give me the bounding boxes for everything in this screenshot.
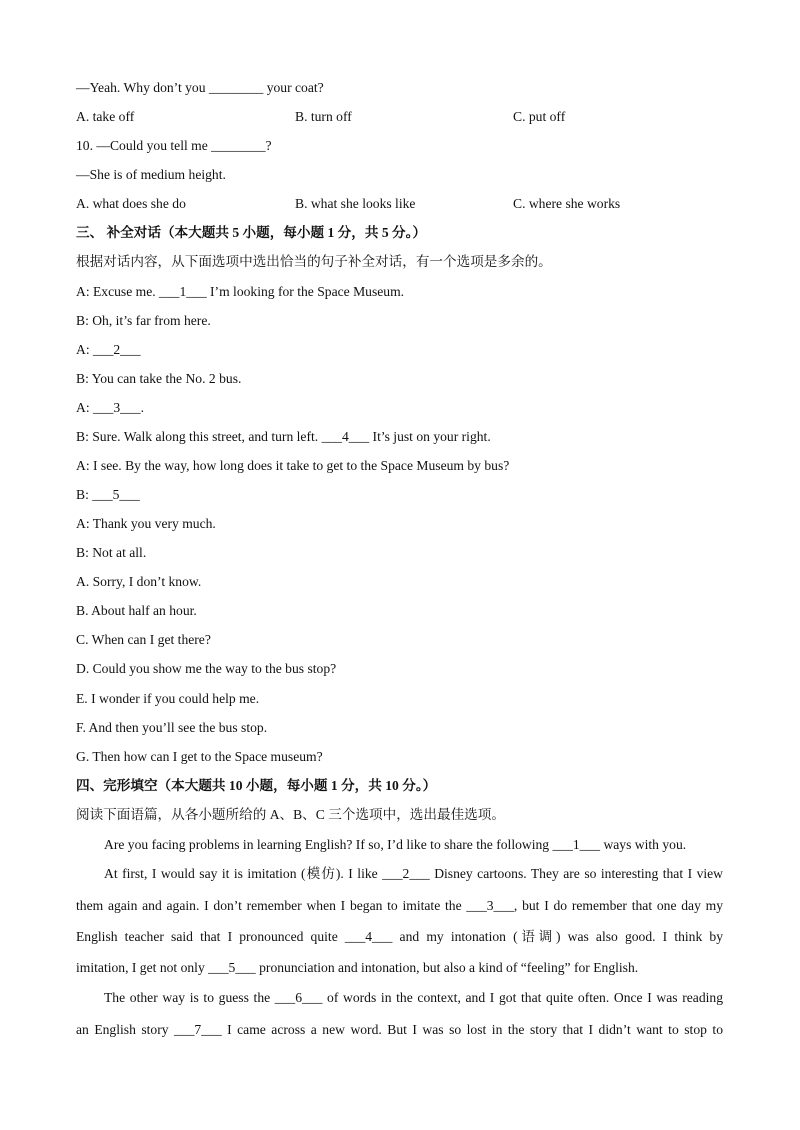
q10-option-b: B. what she looks like bbox=[295, 196, 416, 211]
q10-question: 10. —Could you tell me ________? bbox=[76, 138, 272, 153]
dialogue-line: B: Sure. Walk along this street, and turn left. ___4___ It’s just on your right. bbox=[76, 429, 491, 444]
dialogue-line: B: Oh, it’s far from here. bbox=[76, 313, 211, 328]
passage-line: English teacher said that I pronounced quite ___4___ and my intonation (语调) was also good. I think by bbox=[76, 929, 723, 944]
choice-item: G. Then how can I get to the Space museum? bbox=[76, 749, 323, 764]
dialogue-line: B: Not at all. bbox=[76, 545, 147, 560]
dialogue-line: A: Thank you very much. bbox=[76, 516, 216, 531]
passage-line: them again and again. I don’t remember when I began to imitate the ___3___, but I do remember that one day my bbox=[76, 898, 723, 913]
passage-line: At first, I would say it is imitation (模仿). I like ___2___ Disney cartoons. They are so interesting that I view bbox=[104, 866, 723, 881]
choice-item: D. Could you show me the way to the bus stop? bbox=[76, 661, 337, 676]
section4-heading: 四、完形填空（本大题共 10 小题，每小题 1 分，共 10 分。） bbox=[76, 778, 437, 793]
choice-item: A. Sorry, I don’t know. bbox=[76, 574, 202, 589]
q9-answer-line: —Yeah. Why don’t you ________ your coat? bbox=[76, 80, 324, 95]
dialogue-line: B: You can take the No. 2 bus. bbox=[76, 371, 242, 386]
passage-line: The other way is to guess the ___6___ of words in the context, and I got that quite often. Once I was reading bbox=[104, 990, 723, 1005]
choice-item: F. And then you’ll see the bus stop. bbox=[76, 720, 268, 735]
passage-line: imitation, I get not only ___5___ pronunciation and intonation, but also a kind of “feeling” for English. bbox=[76, 960, 639, 975]
dialogue-line: A: I see. By the way, how long does it take to get to the Space Museum by bus? bbox=[76, 458, 510, 473]
section3-heading: 三、 补全对话（本大题共 5 小题，每小题 1 分，共 5 分。） bbox=[76, 225, 427, 240]
q10-option-a: A. what does she do bbox=[76, 196, 186, 211]
q10-answer: —She is of medium height. bbox=[76, 167, 226, 182]
passage-line: Are you facing problems in learning English? If so, I’d like to share the following ___1___ ways with you. bbox=[104, 837, 687, 852]
q9-option-a: A. take off bbox=[76, 109, 135, 124]
dialogue-line: B: ___5___ bbox=[76, 487, 140, 502]
choice-item: E. I wonder if you could help me. bbox=[76, 691, 260, 706]
dialogue-line: A: ___2___ bbox=[76, 342, 141, 357]
q10-option-c: C. where she works bbox=[513, 196, 621, 211]
section4-instruction: 阅读下面语篇，从各小题所给的 A、B、C 三个选项中，选出最佳选项。 bbox=[76, 807, 505, 822]
q9-option-b: B. turn off bbox=[295, 109, 352, 124]
q9-option-c: C. put off bbox=[513, 109, 566, 124]
section3-instruction: 根据对话内容，从下面选项中选出恰当的句子补全对话，有一个选项是多余的。 bbox=[76, 254, 552, 269]
choice-item: C. When can I get there? bbox=[76, 632, 211, 647]
passage-line: an English story ___7___ I came across a new word. But I was so lost in the story that I didn’t want to stop to bbox=[76, 1022, 723, 1037]
choice-item: B. About half an hour. bbox=[76, 603, 197, 618]
dialogue-line: A: ___3___. bbox=[76, 400, 144, 415]
dialogue-line: A: Excuse me. ___1___ I’m looking for the Space Museum. bbox=[76, 284, 405, 299]
